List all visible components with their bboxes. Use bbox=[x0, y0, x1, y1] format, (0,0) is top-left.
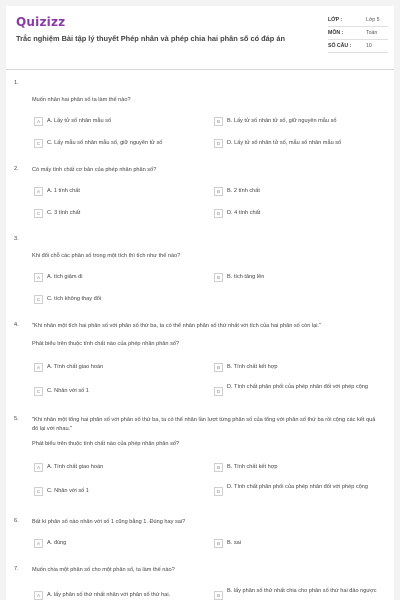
answer-option-c[interactable] bbox=[34, 138, 204, 150]
option-letter-box: C bbox=[34, 487, 43, 496]
option-text: C. Nhân với số 1 bbox=[47, 488, 89, 494]
answer-option-d[interactable] bbox=[214, 382, 384, 394]
answer-option-b[interactable] bbox=[214, 538, 384, 550]
question-text: Muốn nhân hai phân số ta làm thế nào? bbox=[32, 97, 131, 103]
option-letter-box: C bbox=[34, 139, 43, 148]
question-number: 2. bbox=[14, 166, 19, 172]
option-letter-box: D bbox=[214, 487, 223, 496]
option-text: B. Lấy tử số nhân tử số, giữ nguyên mẫu số bbox=[227, 118, 337, 124]
option-letter-box: C bbox=[34, 295, 43, 304]
option-letter-box: B bbox=[214, 539, 223, 548]
option-letter-box: B bbox=[214, 363, 223, 372]
option-text: D. 4 tính chất bbox=[227, 210, 261, 216]
option-text: A. tích giảm đi bbox=[47, 274, 83, 280]
question-number: 5. bbox=[14, 416, 19, 422]
option-text: B. sai bbox=[227, 540, 241, 546]
option-text: D. Lấy tử số nhân tử số, mẫu số nhân mẫu số bbox=[227, 140, 342, 146]
answer-option-c[interactable] bbox=[34, 386, 204, 398]
option-letter-box: A bbox=[34, 273, 43, 282]
option-text: A. Lấy tử số nhân mẫu số bbox=[47, 118, 112, 124]
question-prompt: Phát biểu trên thuộc tính chất nào của phép nhân phân số? bbox=[32, 341, 180, 347]
question-text: Khi đổi chỗ các phân số trong một tích thì tích như thế nào? bbox=[32, 253, 181, 259]
meta-row-count bbox=[328, 40, 388, 53]
option-text: D. Tính chất phân phối của phép nhân đối với phép cộng bbox=[227, 484, 369, 490]
quiz-meta bbox=[328, 14, 388, 53]
option-letter-box: A bbox=[34, 539, 43, 548]
question-text: "Khi nhân một tổng hai phân số với phân số thứ ba, ta có thể nhân lần lượt từng phân số của tổng với phân số thứ ba rồi cộng các kết quả đó lại với nhau." bbox=[32, 417, 376, 432]
option-letter-box: A bbox=[34, 591, 43, 600]
option-text: C. Lấy mẫu số nhân mẫu số, giữ nguyên tử số bbox=[47, 140, 163, 146]
meta-row-grade bbox=[328, 14, 388, 27]
option-text: B. 2 tính chất bbox=[227, 188, 260, 194]
meta-label: SỐ CÂU : bbox=[328, 43, 352, 49]
answer-option-b[interactable] bbox=[214, 116, 384, 128]
option-letter-box: A bbox=[34, 463, 43, 472]
option-letter-box: B bbox=[214, 273, 223, 282]
question-number: 1. bbox=[14, 80, 19, 86]
option-letter-box: B bbox=[214, 463, 223, 472]
option-text: A. lấy phân số thứ nhất nhân với phân số thứ hai. bbox=[47, 592, 171, 598]
answer-option-a[interactable] bbox=[34, 362, 204, 374]
option-text: C. Nhân với số 1 bbox=[47, 388, 89, 394]
option-text: C. 3 tính chất bbox=[47, 210, 81, 216]
quiz-title: Trắc nghiệm Bài tập lý thuyết Phép nhân và phép chia hai phân số có đáp án bbox=[16, 34, 285, 43]
option-letter-box: B bbox=[214, 187, 223, 196]
question-text: "Khi nhân một tích hai phân số với phân số thứ ba, ta có thể nhân phân số thứ nhất với tích của hai phân số còn lại." bbox=[32, 323, 322, 329]
option-letter-box: A bbox=[34, 187, 43, 196]
answer-option-a[interactable] bbox=[34, 116, 204, 128]
worksheet-header bbox=[6, 6, 394, 70]
answer-option-b[interactable] bbox=[214, 586, 384, 598]
option-text: A. Tính chất giao hoán bbox=[47, 464, 104, 470]
option-text: C. tích không thay đổi bbox=[47, 296, 102, 302]
answer-option-a[interactable] bbox=[34, 462, 204, 474]
meta-value: 10 bbox=[366, 43, 372, 49]
answer-option-c[interactable] bbox=[34, 294, 204, 306]
option-letter-box: A bbox=[34, 117, 43, 126]
answer-option-a[interactable] bbox=[34, 538, 204, 550]
meta-label: LỚP : bbox=[328, 17, 343, 23]
option-letter-box: B bbox=[214, 591, 223, 600]
meta-label: MÔN : bbox=[328, 30, 344, 36]
option-text: B. tích tăng lên bbox=[227, 274, 265, 280]
meta-value: Lớp 5 bbox=[366, 17, 380, 23]
question-number: 3. bbox=[14, 236, 19, 242]
meta-value: Toán bbox=[366, 30, 378, 36]
option-letter-box: D bbox=[214, 139, 223, 148]
question-text: Bất kì phân số nào nhân với số 1 cũng bằng 1. Đúng hay sai? bbox=[32, 519, 186, 525]
answer-option-c[interactable] bbox=[34, 208, 204, 220]
option-letter-box: A bbox=[34, 363, 43, 372]
option-text: B. Tính chất kết hợp bbox=[227, 464, 278, 470]
meta-row-subject bbox=[328, 27, 388, 40]
option-letter-box: D bbox=[214, 387, 223, 396]
option-text: A. đúng bbox=[47, 540, 67, 546]
answer-option-c[interactable] bbox=[34, 486, 204, 498]
option-text: B. Tính chất kết hợp bbox=[227, 364, 278, 370]
answer-option-a[interactable] bbox=[34, 186, 204, 198]
option-text: D. Tính chất phân phối của phép nhân đối với phép cộng bbox=[227, 384, 369, 390]
option-letter-box: B bbox=[214, 117, 223, 126]
question-number: 6. bbox=[14, 518, 19, 524]
quizizz-logo: Quizizz bbox=[16, 15, 66, 29]
question-number: 4. bbox=[14, 322, 19, 328]
answer-option-d[interactable] bbox=[214, 482, 384, 494]
question-text: Muốn chia một phân số cho một phân số, ta làm thế nào? bbox=[32, 567, 175, 573]
option-letter-box: C bbox=[34, 209, 43, 218]
question-text: Có mấy tính chất cơ bản của phép nhân phân số? bbox=[32, 167, 157, 173]
question-prompt: Phát biểu trên thuộc tính chất nào của phép nhân phân số? bbox=[32, 441, 180, 447]
question-number: 7. bbox=[14, 566, 19, 572]
answer-option-d[interactable] bbox=[214, 138, 384, 150]
answer-option-b[interactable] bbox=[214, 186, 384, 198]
answer-option-b[interactable] bbox=[214, 272, 384, 284]
option-text: B. lấy phân số thứ nhất chia cho phân số thứ hai đảo ngược bbox=[227, 588, 377, 594]
answer-option-b[interactable] bbox=[214, 362, 384, 374]
worksheet-page bbox=[6, 6, 394, 600]
option-text: A. Tính chất giao hoán bbox=[47, 364, 104, 370]
answer-option-a[interactable] bbox=[34, 272, 204, 284]
option-text: A. 1 tính chất bbox=[47, 188, 80, 194]
answer-option-a[interactable] bbox=[34, 590, 204, 600]
answer-option-d[interactable] bbox=[214, 208, 384, 220]
option-letter-box: C bbox=[34, 387, 43, 396]
option-letter-box: D bbox=[214, 209, 223, 218]
answer-option-b[interactable] bbox=[214, 462, 384, 474]
